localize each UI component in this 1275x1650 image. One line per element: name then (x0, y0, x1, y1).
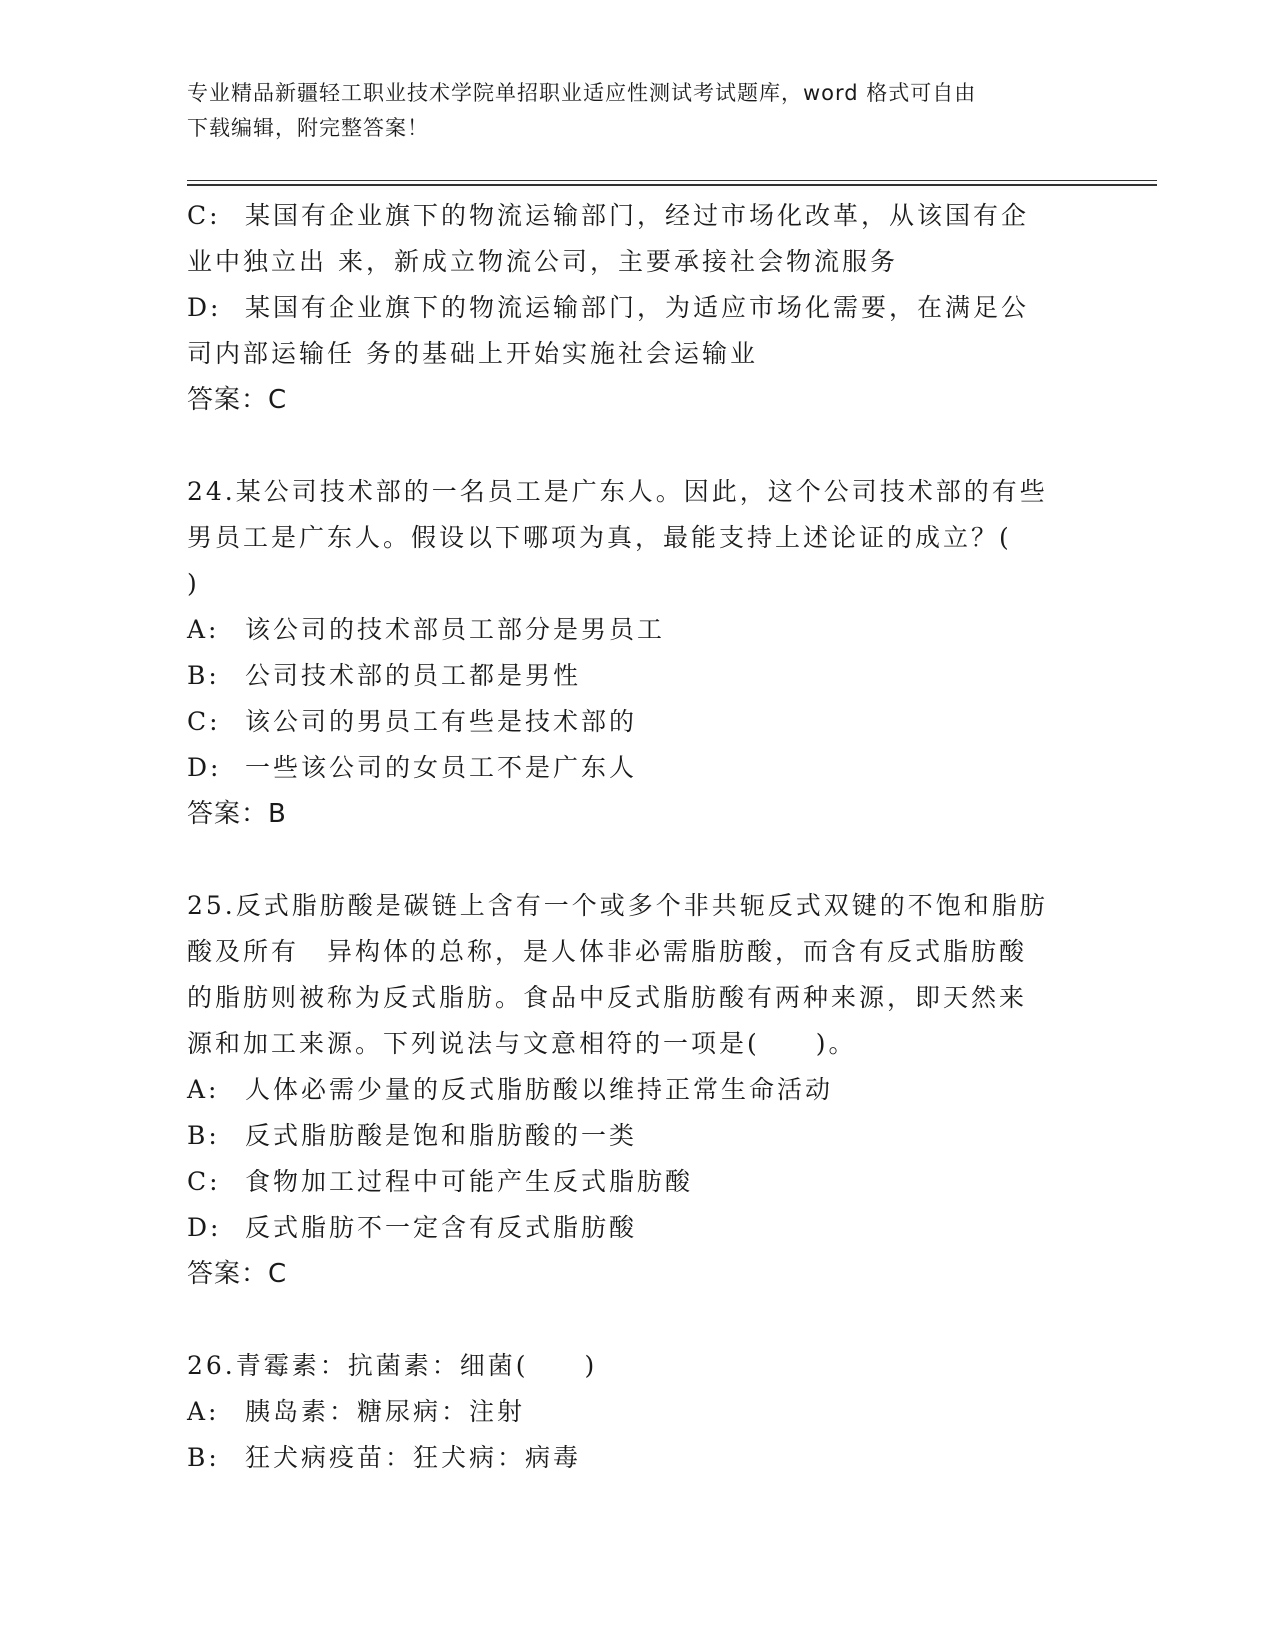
option-a (187, 607, 1087, 653)
option-text: 食物加工过程中可能产生反式脂肪酸 (245, 1167, 694, 1196)
question-25 (187, 883, 1087, 1297)
option-text: 该公司的男员工有些是技术部的 (245, 707, 638, 736)
option-text: 狂犬病疫苗：狂犬病：病毒 (245, 1443, 582, 1472)
option-c (187, 699, 1087, 745)
header-divider-thick (187, 184, 1157, 186)
option-label: D: (187, 293, 222, 322)
option-c (187, 1159, 1087, 1205)
question-stem: 25.反式脂肪酸是碳链上含有一个或多个非共轭反式双键的不饱和脂肪 (187, 891, 1048, 920)
question-stem: 24.某公司技术部的一名员工是广东人。因此，这个公司技术部的有些 (187, 477, 1048, 506)
option-text: 公司技术部的员工都是男性 (245, 661, 582, 690)
option-text: 反式脂肪不一定含有反式脂肪酸 (245, 1213, 638, 1242)
option-d (187, 285, 1087, 377)
question-stem: ) (187, 569, 200, 598)
option-label: D: (187, 1213, 222, 1242)
option-text-continued: 业中独立出 来，新成立物流公司，主要承接社会物流服务 (187, 247, 898, 276)
option-label: C: (187, 1167, 221, 1196)
question-26 (187, 1343, 1087, 1481)
option-a (187, 1067, 1087, 1113)
option-text: 该公司的技术部员工部分是男员工 (245, 615, 666, 644)
question-stem: 源和加工来源。下列说法与文意相符的一项是( )。 (187, 1029, 857, 1058)
option-b (187, 1113, 1087, 1159)
option-label: C: (187, 707, 221, 736)
page-header (187, 76, 1087, 146)
option-c (187, 193, 1087, 285)
option-text: 人体必需少量的反式脂肪酸以维持正常生命活动 (245, 1075, 834, 1104)
option-b (187, 653, 1087, 699)
option-label: C: (187, 201, 221, 230)
option-b (187, 1435, 1087, 1481)
question-stem: 酸及所有 异构体的总称，是人体非必需脂肪酸，而含有反式脂肪酸 (187, 937, 1028, 966)
question-23-tail (187, 193, 1087, 423)
option-label: D: (187, 753, 222, 782)
option-label: B: (187, 661, 220, 690)
answer-text: 答案：C (187, 1259, 288, 1289)
question-content (187, 193, 1087, 1481)
header-line-1: 专业精品新疆轻工职业技术学院单招职业适应性测试考试题库，word 格式可自由 (187, 81, 977, 105)
option-label: B: (187, 1443, 220, 1472)
header-divider-thin (187, 180, 1157, 181)
question-stem: 26.青霉素：抗菌素：细菌( ) (187, 1351, 598, 1380)
option-label: A: (187, 1397, 220, 1426)
option-d (187, 745, 1087, 791)
question-stem: 的脂肪则被称为反式脂肪。食品中反式脂肪酸有两种来源，即天然来 (187, 983, 1028, 1012)
option-text: 一些该公司的女员工不是广东人 (245, 753, 638, 782)
option-a (187, 1389, 1087, 1435)
option-text: 某国有企业旗下的物流运输部门，为适应市场化需要，在满足公 (245, 293, 1030, 322)
header-line-2: 下载编辑，附完整答案！ (187, 116, 429, 140)
question-stem: 男员工是广东人。假设以下哪项为真，最能支持上述论证的成立？( (187, 523, 1012, 552)
option-text: 胰岛素：糖尿病：注射 (245, 1397, 526, 1426)
option-label: A: (187, 615, 220, 644)
option-text: 某国有企业旗下的物流运输部门，经过市场化改革，从该国有企 (245, 201, 1030, 230)
answer-text: 答案：C (187, 385, 288, 415)
option-label: B: (187, 1121, 220, 1150)
option-text: 反式脂肪酸是饱和脂肪酸的一类 (245, 1121, 638, 1150)
option-label: A: (187, 1075, 220, 1104)
answer-text: 答案：B (187, 799, 287, 829)
question-24 (187, 469, 1087, 837)
option-text-continued: 司内部运输任 务的基础上开始实施社会运输业 (187, 339, 758, 368)
option-d (187, 1205, 1087, 1251)
